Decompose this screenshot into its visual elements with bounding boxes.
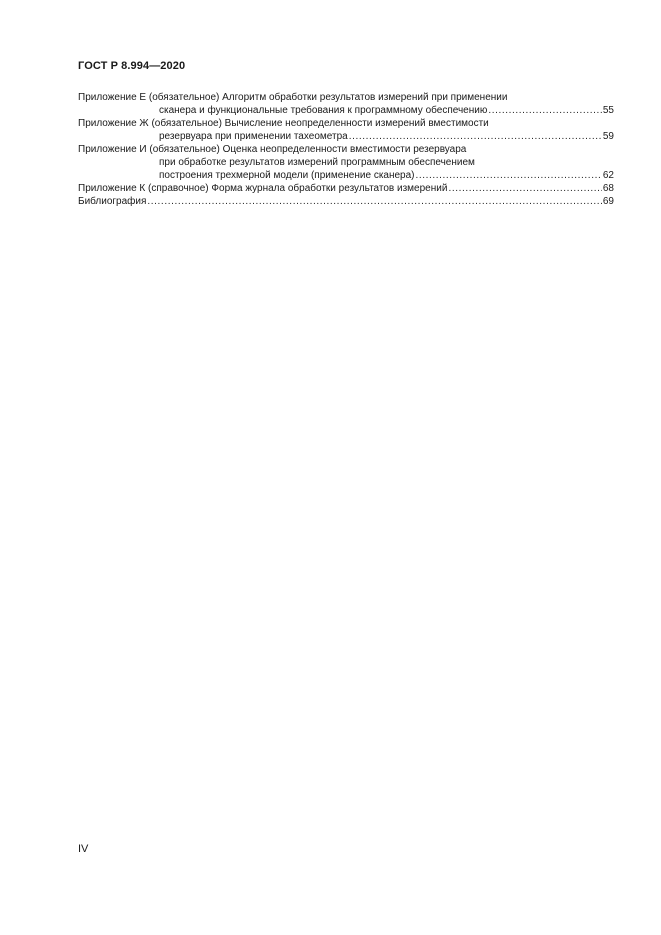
dot-leader xyxy=(448,182,601,195)
toc-entry-title: Приложение Ж (обязательное) Вычисление неопределенности измерений вместимости xyxy=(78,118,489,129)
toc-page-number: 59 xyxy=(602,131,614,142)
toc-entry-last-line xyxy=(78,169,614,182)
toc-page-number: 55 xyxy=(602,105,614,116)
toc-entry-title: Приложение И (обязательное) Оценка неопределенности вместимости резервуара xyxy=(78,144,467,155)
toc-page-number: 62 xyxy=(602,170,614,181)
toc-entry-text: Библиография xyxy=(78,196,147,207)
toc-entry-text: построения трехмерной модели (применение сканера) xyxy=(159,170,415,181)
toc-entry-text: Приложение К (справочное) Форма журнала обработки результатов измерений xyxy=(78,183,448,194)
dot-leader xyxy=(416,169,602,182)
toc-entry-last-line xyxy=(78,104,614,117)
table-of-contents xyxy=(78,91,614,208)
toc-entry-appendix-k[interactable] xyxy=(78,182,614,195)
toc-page-number: 68 xyxy=(602,183,614,194)
toc-entry-bibliography[interactable] xyxy=(78,195,614,208)
document-header: ГОСТ Р 8.994—2020 xyxy=(78,60,186,72)
toc-entry-middle-line: при обработке результатов измерений программным обеспечением xyxy=(159,157,475,168)
toc-entry-text: сканера и функциональные требования к программному обеспечению xyxy=(159,105,488,116)
toc-entry-last-line xyxy=(78,182,614,195)
toc-entry-last-line xyxy=(78,130,614,143)
toc-entry-appendix-zh[interactable] xyxy=(78,117,614,143)
toc-entry-text: резервуара при применении тахеометра xyxy=(159,131,348,142)
toc-entry-appendix-i[interactable] xyxy=(78,143,614,182)
dot-leader xyxy=(349,130,602,143)
toc-page-number: 69 xyxy=(602,196,614,207)
dot-leader xyxy=(488,104,602,117)
page-number: IV xyxy=(78,843,89,855)
toc-entry-last-line xyxy=(78,195,614,208)
toc-entry-title: Приложение Е (обязательное) Алгоритм обработки результатов измерений при применении xyxy=(78,92,508,103)
dot-leader xyxy=(147,195,601,208)
toc-entry-appendix-e[interactable] xyxy=(78,91,614,117)
